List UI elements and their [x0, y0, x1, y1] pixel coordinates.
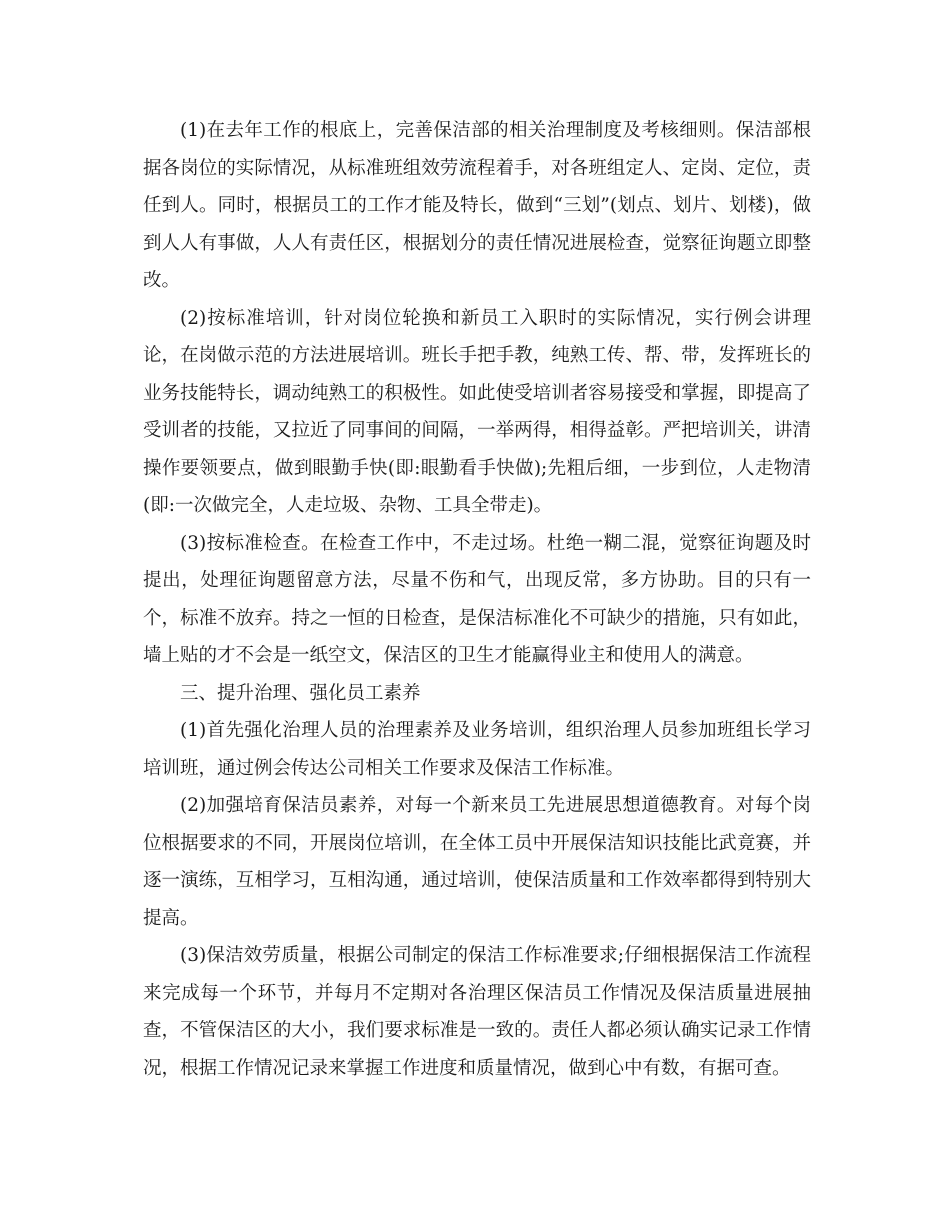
- paragraph-3: (3)按标准检查。在检查工作中，不走过场。杜绝一糊二混，觉察征询题及时提出，处理征询题留意方法，尽量不伤和气，出现反常，多方协助。目的只有一个，标准不放弃。持之一恒的日检查，是保洁标准化不可缺少的措施，只有如此，墙上贴的才不会是一纸空文，保洁区的卫生才能赢得业主和使用人的满意。: [143, 532, 811, 666]
- paragraph-6: (3)保洁效劳质量，根据公司制定的保洁工作标准要求;仔细根据保洁工作流程来完成每一个环节，并每月不定期对各治理区保洁员工作情况及保洁质量进展抽查，不管保洁区的大小，我们要求标准是一致的。责任人都必须认确实记录工作情况，根据工作情况记录来掌握工作进度和质量情况，做到心中有数，有据可查。: [143, 945, 811, 1079]
- paragraph-4: (1)首先强化治理人员的治理素养及业务培训，组织治理人员参加班组长学习培训班，通过例会传达公司相关工作要求及保洁工作标准。: [143, 720, 811, 779]
- paragraph-5: (2)加强培育保洁员素养，对每一个新来员工先进展思想道德教育。对每个岗位根据要求的不同，开展岗位培训，在全体工员中开展保洁知识技能比武竟赛，并逐一演练，互相学习，互相沟通，通过培训，使保洁质量和工作效率都得到特别大提高。: [143, 795, 811, 929]
- section-heading: 三、提升治理、强化员工素养: [180, 682, 421, 704]
- paragraph-1: (1)在去年工作的根底上，完善保洁部的相关治理制度及考核细则。保洁部根据各岗位的实际情况，从标准班组效劳流程着手，对各班组定人、定岗、定位，责任到人。同时，根据员工的工作才能及特长，做到“三划”(划点、划片、划楼)，做到人人有事做，人人有责任区，根据划分的责任情况进展检查，觉察征询题立即整改。: [143, 120, 811, 291]
- document-body: [143, 112, 811, 1087]
- paragraph-2: (2)按标准培训，针对岗位轮换和新员工入职时的实际情况，实行例会讲理论，在岗做示范的方法进展培训。班长手把手教，纯熟工传、帮、带，发挥班长的业务技能特长，调动纯熟工的积极性。如此使受培训者容易接受和掌握，即提高了受训者的技能，又拉近了同事间的间隔，一举两得，相得益彰。严把培训关，讲清操作要领要点，做到眼勤手快(即:眼勤看手快做);先粗后细，一步到位，人走物清(即:一次做完全，人走垃圾、杂物、工具全带走)。: [143, 307, 811, 516]
